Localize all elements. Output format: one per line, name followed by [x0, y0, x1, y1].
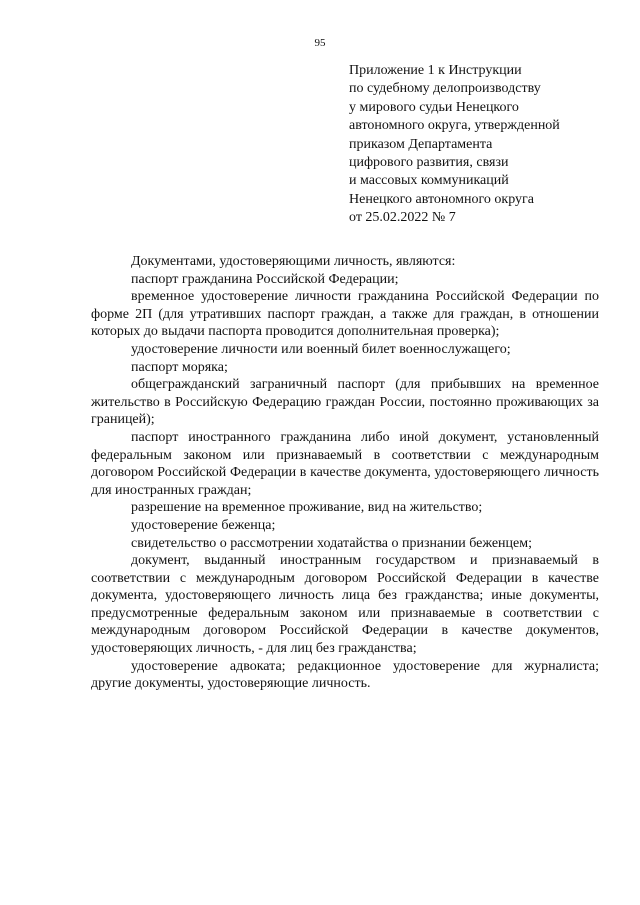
appendix-line: цифрового развития, связи [349, 155, 509, 171]
page-number: 95 [314, 37, 326, 49]
appendix-line: и массовых коммуникаций [349, 173, 509, 189]
paragraph-intro: Документами, удостоверяющими личность, являются: [131, 254, 456, 269]
appendix-line: приказом Департамента [349, 136, 493, 152]
appendix-header [349, 62, 599, 228]
document-body [91, 253, 599, 693]
paragraph: удостоверение личности или военный билет военнослужащего; [131, 341, 511, 357]
appendix-line: Ненецкого автономного округа [349, 191, 534, 207]
paragraph: паспорт гражданина Российской Федерации; [131, 271, 399, 287]
appendix-line: по судебному делопроизводству [349, 81, 541, 97]
paragraph: документ, выданный иностранным государством и признаваемый в соответствии с международным договором Российской Федерации в качестве документа, удостоверяющего личность лица без гражданства; иные документы, предусмотренные федеральным законом или признаваемые в соответствии с международным договором Российской Федерации в качестве документов, удостоверяющих личность, - для лиц без гражданства; [91, 553, 599, 657]
appendix-line: от 25.02.2022 № 7 [349, 210, 456, 226]
paragraph: удостоверение адвоката; редакционное удостоверение для журналиста; другие документы, удостоверяющие личность. [91, 658, 599, 692]
paragraph: временное удостоверение личности гражданина Российской Федерации по форме 2П (для утративших паспорт граждан, а также для граждан, в отношении которых до выдачи паспорта проводится дополнительная проверка); [91, 289, 599, 340]
paragraph: паспорт моряка; [131, 359, 228, 375]
appendix-line: автономного округа, утвержденной [349, 118, 560, 134]
appendix-line: Приложение 1 к Инструкции [349, 63, 522, 78]
appendix-line: у мирового судьи Ненецкого [349, 99, 519, 115]
paragraph: свидетельство о рассмотрении ходатайства о признании беженцем; [131, 535, 533, 551]
paragraph: общегражданский заграничный паспорт (для прибывших на временное жительство в Российскую Федерацию граждан России, постоянно проживающих за границей); [91, 377, 599, 428]
paragraph: удостоверение беженца; [131, 517, 276, 533]
paragraph: разрешение на временное проживание, вид на жительство; [131, 500, 483, 516]
paragraph: паспорт иностранного гражданина либо иной документ, установленный федеральным законом или признаваемый в соответствии с международным договором Российской Федерации в качестве документа, удостоверяющего личность для иностранных граждан; [91, 429, 599, 498]
